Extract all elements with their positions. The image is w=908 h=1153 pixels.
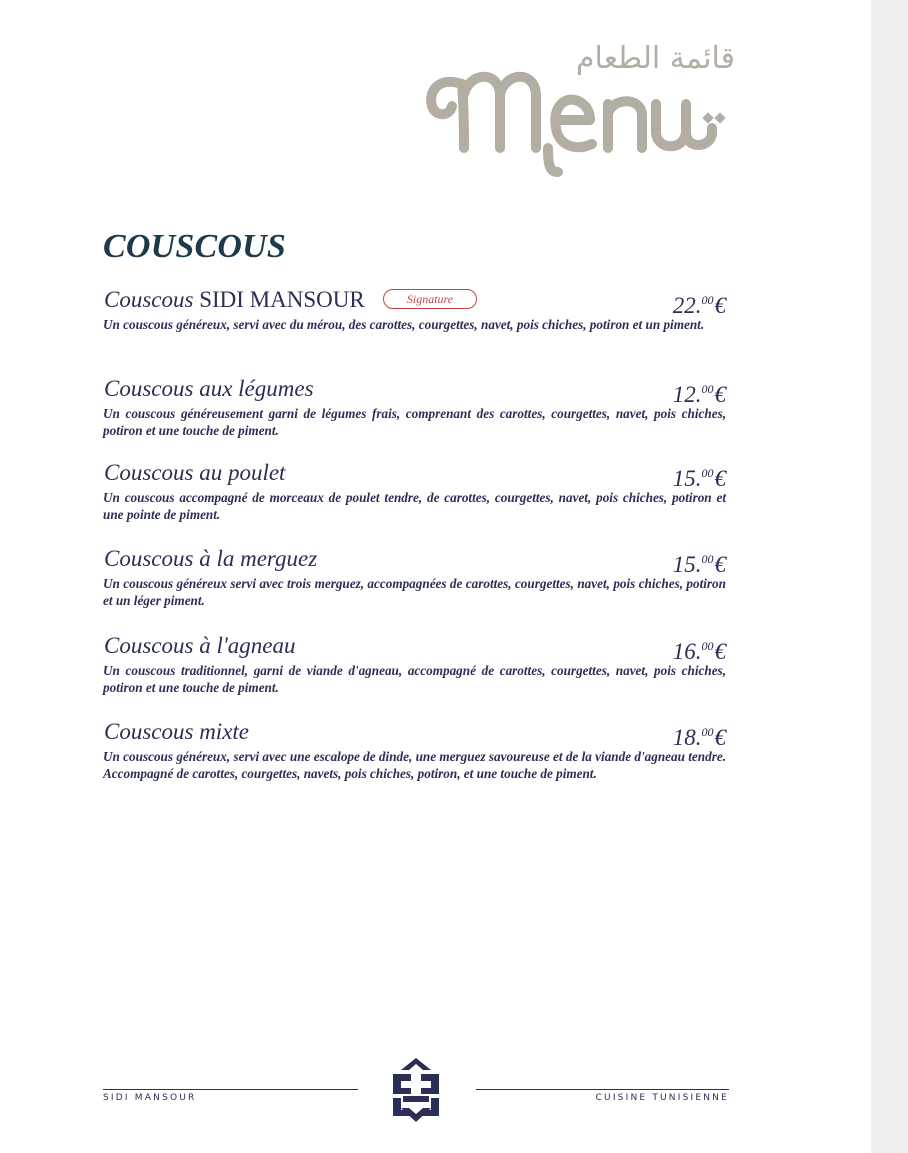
price-cents: 00: [701, 293, 714, 307]
price-integer: 15.: [672, 552, 702, 577]
item-price: [673, 632, 726, 666]
price-currency: €: [714, 382, 726, 407]
footer-brand-name: SIDI MANSOUR: [103, 1093, 197, 1103]
footer-right-divider: [476, 1089, 729, 1090]
item-name-main: Couscous: [104, 287, 194, 312]
footer-cuisine-label: CUISINE TUNISIENNE: [595, 1093, 729, 1103]
item-description: Un couscous traditionnel, garni de viande d'agneau, accompagné de carottes, courgettes, navet, pois chiches, potiron et une touche de piment.: [103, 663, 726, 695]
price-currency: €: [714, 293, 726, 318]
item-price: [673, 375, 726, 409]
price-integer: 12.: [672, 382, 702, 407]
item-name-rest: SIDI MANSOUR: [193, 287, 365, 312]
viewer-background-strip: [871, 0, 908, 1153]
menu-item: [103, 718, 726, 782]
price-integer: 15.: [672, 466, 702, 491]
menu-item: [103, 459, 726, 523]
price-cents: 00: [701, 552, 714, 566]
item-name: [104, 286, 365, 314]
price-currency: €: [714, 466, 726, 491]
menu-item: [103, 632, 726, 696]
arabic-menu-title: قائمة الطعام: [575, 41, 735, 76]
item-name: Couscous mixte: [104, 719, 250, 744]
footer-left-divider: [103, 1089, 358, 1090]
menu-item: [103, 375, 726, 439]
price-integer: 22.: [672, 293, 702, 318]
item-description: Un couscous généreux, servi avec du mérou, des carottes, courgettes, navet, pois chiches, potiron et un piment.: [103, 317, 705, 332]
price-currency: €: [714, 639, 726, 664]
item-name: Couscous aux légumes: [104, 376, 314, 401]
item-description: Un couscous généreusement garni de légumes frais, comprenant des carottes, courgettes, navet, pois chiches, potiron et une touche de piment.: [103, 406, 726, 438]
item-description: Un couscous accompagné de morceaux de poulet tendre, de carottes, courgettes, navet, pois chiches, potiron et une pointe de piment.: [103, 490, 726, 522]
item-description: Un couscous généreux, servi avec une escalope de dinde, une merguez savoureuse et de la viande d'agneau tendre. Accompagné de carottes, courgettes, navets, pois chiches, potiron, et une touche de piment.: [103, 749, 726, 781]
price-cents: 00: [701, 725, 714, 739]
signature-badge: Signature: [383, 289, 477, 309]
geometric-emblem-icon: [389, 1056, 443, 1124]
item-price: [673, 545, 726, 579]
menu-logo-text: Menu: [424, 48, 427, 49]
price-cents: 00: [701, 382, 714, 396]
price-integer: 18.: [672, 725, 702, 750]
section-title: COUSCOUS: [103, 228, 286, 265]
item-description: Un couscous généreux servi avec trois merguez, accompagnées de carottes, courgettes, navet, pois chiches, potiron et un léger piment.: [103, 576, 726, 608]
item-price: [673, 459, 726, 493]
item-price: [673, 286, 726, 320]
price-currency: €: [714, 552, 726, 577]
price-cents: 00: [701, 466, 714, 480]
price-cents: 00: [701, 639, 714, 653]
price-currency: €: [714, 725, 726, 750]
menu-item: [103, 545, 726, 609]
item-name: Couscous à l'agneau: [104, 633, 296, 658]
price-integer: 16.: [672, 639, 702, 664]
menu-logo: [424, 48, 734, 183]
item-name: Couscous au poulet: [104, 460, 286, 485]
item-name: Couscous à la merguez: [104, 546, 318, 571]
item-price: [673, 718, 726, 752]
menu-item: [103, 286, 726, 333]
